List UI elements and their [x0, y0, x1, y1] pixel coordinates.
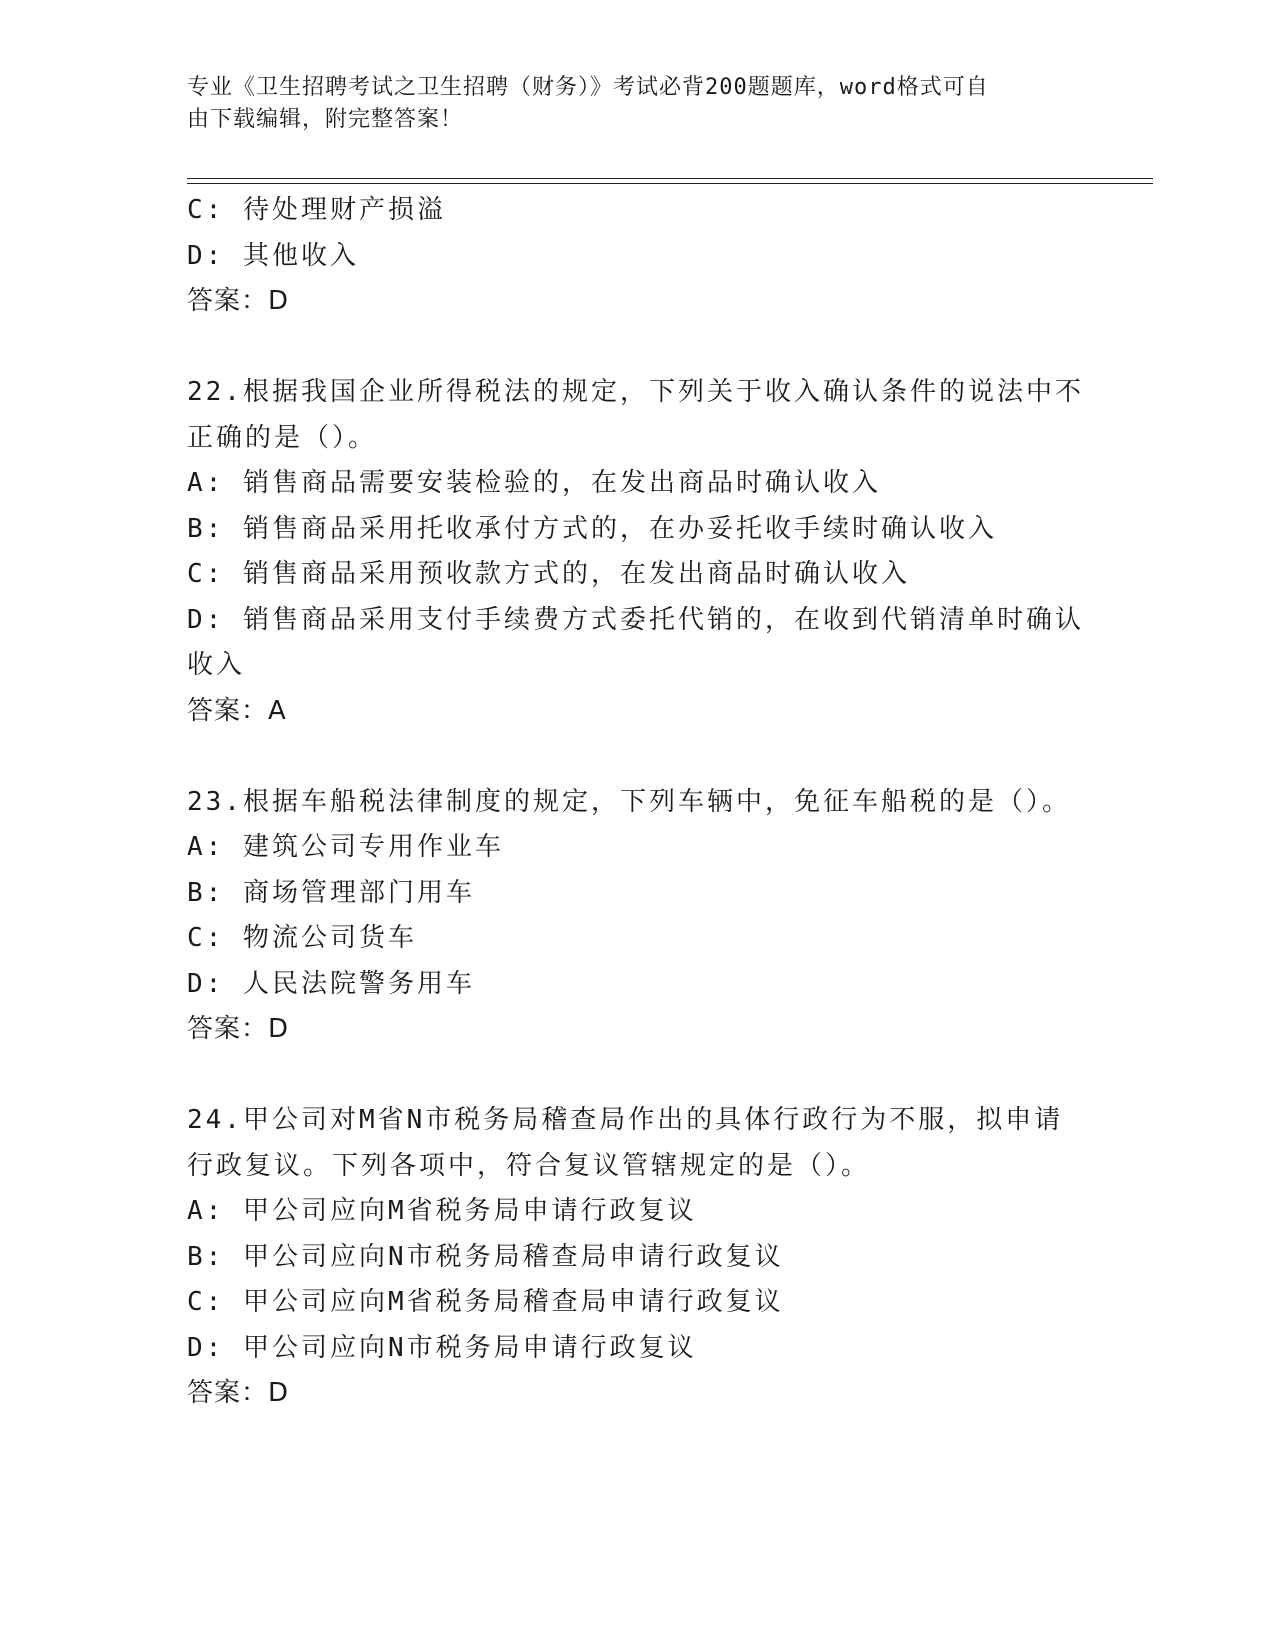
spacer [187, 1053, 1087, 1099]
question-stem: 行政复议。下列各项中，符合复议管辖规定的是（）。 [187, 1150, 871, 1181]
option-d: D: 其他收入 [187, 240, 359, 271]
answer-line: 答案：A [187, 695, 287, 726]
answer-line: 答案：D [187, 1378, 290, 1408]
option-c: C: 物流公司货车 [187, 923, 417, 953]
header-divider-top [187, 178, 1153, 179]
question-stem: 22.根据我国企业所得税法的规定，下列关于收入确认条件的说法中不 [187, 377, 1084, 407]
option-a: A: 建筑公司专用作业车 [187, 832, 504, 862]
question-list [187, 188, 1087, 1417]
option-c: C: 待处理财产损溢 [187, 195, 446, 225]
question-21-continuation [187, 188, 1087, 325]
option-b: B: 甲公司应向N市税务局稽查局申请行政复议 [187, 1241, 784, 1272]
option-d-continued: 收入 [187, 650, 246, 680]
spacer [187, 325, 1087, 371]
option-b: B: 销售商品采用托收承付方式的，在办妥托收手续时确认收入 [187, 513, 997, 544]
option-a: A: 甲公司应向M省税务局申请行政复议 [187, 1196, 697, 1226]
question-stem: 23.根据车船税法律制度的规定，下列车辆中，免征车船税的是（）。 [187, 786, 1071, 817]
option-a: A: 销售商品需要安装检验的，在发出商品时确认收入 [187, 468, 881, 498]
option-d: D: 销售商品采用支付手续费方式委托代销的，在收到代销清单时确认 [187, 604, 1084, 635]
question-stem: 正确的是（）。 [187, 422, 378, 453]
option-d: D: 人民法院警务用车 [187, 968, 475, 999]
question-22 [187, 370, 1087, 734]
option-c: C: 甲公司应向M省税务局稽查局申请行政复议 [187, 1287, 784, 1317]
answer-line: 答案：D [187, 286, 290, 316]
option-d: D: 甲公司应向N市税务局申请行政复议 [187, 1332, 697, 1363]
question-stem: 24.甲公司对M省N市税务局稽查局作出的具体行政行为不服，拟申请 [187, 1105, 1064, 1135]
header-line-2: 由下载编辑，附完整答案！ [187, 107, 464, 132]
spacer [187, 734, 1087, 780]
header-line-1: 专业《卫生招聘考试之卫生招聘（财务）》考试必背200题题库，word格式可自 [187, 75, 989, 100]
answer-line: 答案：D [187, 1014, 290, 1044]
option-c: C: 销售商品采用预收款方式的，在发出商品时确认收入 [187, 559, 910, 589]
header-divider-bottom [187, 183, 1153, 184]
question-24 [187, 1098, 1087, 1417]
question-23 [187, 780, 1087, 1053]
option-b: B: 商场管理部门用车 [187, 877, 475, 908]
document-header [187, 72, 1067, 136]
